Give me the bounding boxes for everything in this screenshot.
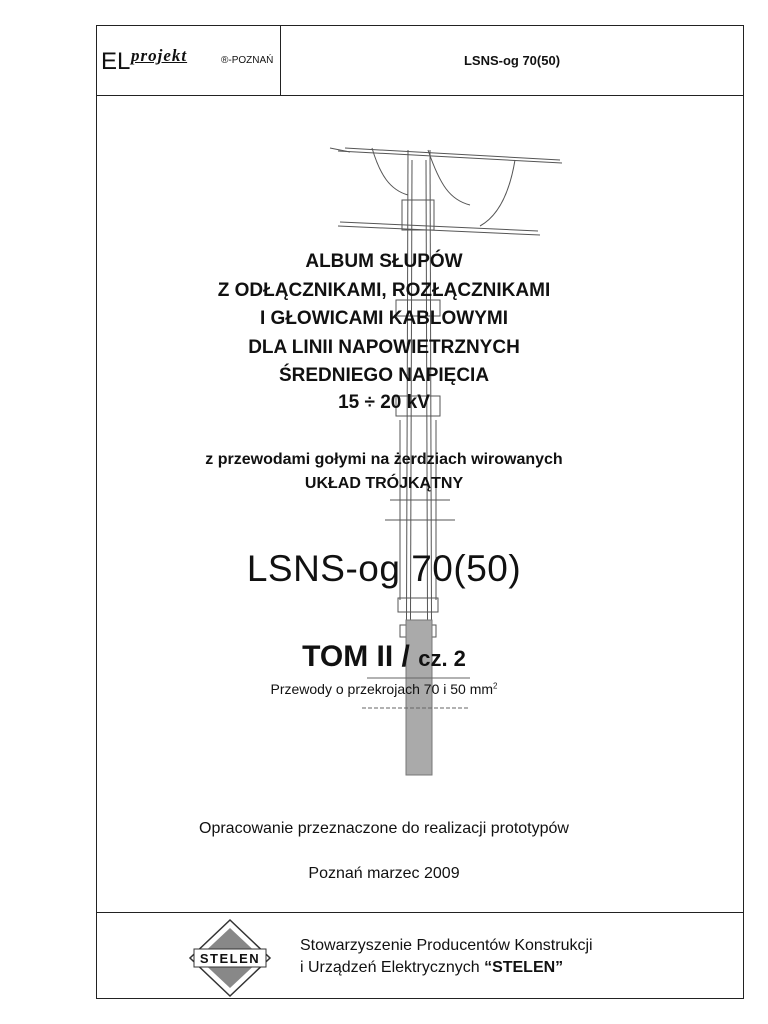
purpose-statement: Opracowanie przeznaczone do realizacji prototypów xyxy=(199,820,569,837)
album-title-line: ŚREDNIEGO NAPIĘCIA xyxy=(278,365,490,386)
superscript: 2 xyxy=(493,681,498,691)
place-and-date: Poznań marzec 2009 xyxy=(308,865,460,882)
volume-part: cz. 2 xyxy=(418,646,466,671)
association-line xyxy=(300,957,593,979)
volume-number: TOM II / xyxy=(302,640,419,673)
album-title-line: DLA LINII NAPOWIETRZNYCH xyxy=(248,336,520,358)
association-name xyxy=(300,935,593,979)
stelen-logo-text: STELEN xyxy=(199,951,261,966)
document-code: LSNS-og 70(50) xyxy=(463,53,561,68)
album-title-line: Z ODŁĄCZNIKAMI, ROZŁĄCZNIKAMI xyxy=(217,279,551,301)
voltage-range: 15 ÷ 20 kV xyxy=(338,392,430,413)
series-code: LSNS-og 70(50) xyxy=(246,548,522,589)
logo-el-text: EL xyxy=(101,48,131,75)
subtitle xyxy=(0,448,768,496)
logo-projekt-text: projekt xyxy=(131,46,188,65)
album-title xyxy=(0,248,768,391)
album-title-line: ALBUM SŁUPÓW xyxy=(305,251,463,272)
subtitle-line: z przewodami gołymi na żerdziach wirowanych xyxy=(205,451,563,468)
subtitle-line: UKŁAD TRÓJKĄTNY xyxy=(304,475,464,492)
stelen-logo xyxy=(188,918,272,998)
wire-cross-sections xyxy=(0,681,768,697)
logo-registered-city: ®-POZNAŃ xyxy=(221,55,274,66)
wire-cross-sections-text: Przewody o przekrojach 70 i 50 mm xyxy=(270,681,494,697)
volume-heading xyxy=(0,640,768,674)
association-line-prefix: i Urządzeń Elektrycznych xyxy=(300,959,485,976)
association-line: Stowarzyszenie Producentów Konstrukcji xyxy=(300,937,593,954)
association-acronym: “STELEN” xyxy=(484,959,564,976)
album-title-line: I GŁOWICAMI KABLOWYMI xyxy=(259,308,509,329)
